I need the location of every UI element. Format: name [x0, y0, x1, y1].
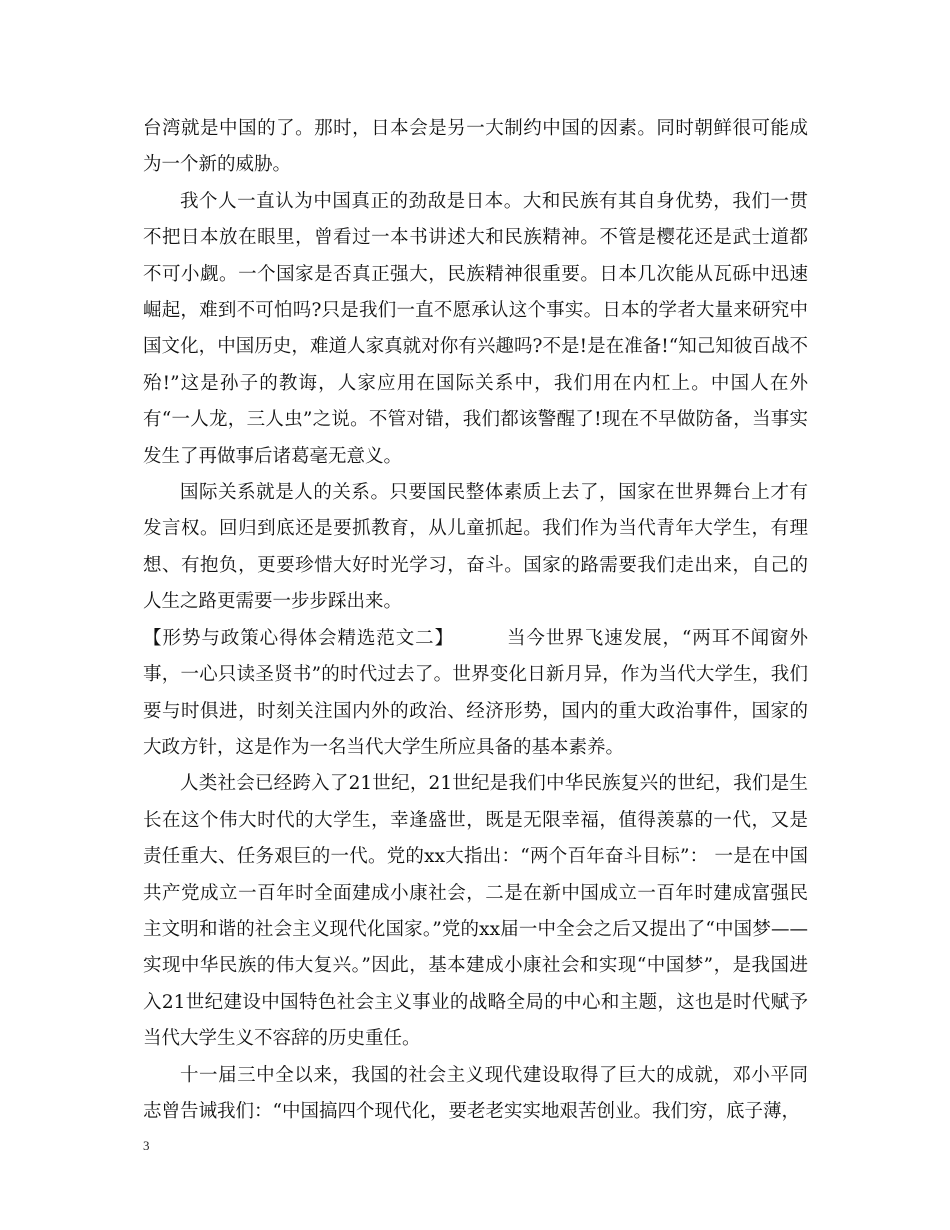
section-heading: 【形势与政策心得体会精选范文二】: [143, 627, 455, 649]
section-paragraph: [143, 621, 808, 767]
paragraph-5: 十一届三中全以来，我国的社会主义现代建设取得了巨大的成就，邓小平同志曾告诫我们：“中国搞四个现代化，要老老实实地艰苦创业。我们穷，底子薄，: [143, 1064, 808, 1122]
page-number: 3: [143, 1138, 150, 1153]
document-body: [143, 111, 808, 1130]
paragraph-2: 我个人一直认为中国真正的劲敌是日本。大和民族有其自身优势，我们一贯不把日本放在眼里，曾看过一本书讲述大和民族精神。不管是樱花还是武士道都不可小觑。一个国家是否真正强大，民族精神很重要。日本几次能从瓦砾中迅速崛起，难到不可怕吗?只是我们一直不愿承认这个事实。日本的学者大量来研究中国文化，中国历史，难道人家真就对你有兴趣吗?不是!是在准备!“知己知彼百战不殆!”这是孙子的教诲，人家应用在国际关系中，我们用在内杠上。中国人在外有“一人龙，三人虫”之说。不管对错，我们都该警醒了!现在不早做防备，当事实发生了再做事后诸葛毫无意义。: [143, 190, 808, 467]
section-intro: 当今世界飞速发展，“两耳不闻窗外事，一心只读圣贤书”的时代过去了。世界变化日新月异，作为当代大学生，我们要与时俱进，时刻关注国内外的政治、经济形势，国内的重大政治事件，国家的大政方针，这是作为一名当代大学生所应具备的基本素养。: [143, 627, 808, 758]
paragraph-4: 人类社会已经跨入了21世纪，21世纪是我们中华民族复兴的世纪，我们是生长在这个伟大时代的大学生，幸逢盛世，既是无限幸福，值得羡慕的一代，又是责任重大、任务艰巨的一代。党的xx大指出：“两个百年奋斗目标”： 一是在中国共产党成立一百年时全面建成小康社会，二是在新中国成立一百年时建成富强民主文明和谐的社会主义现代化国家。”党的xx届一中全会之后又提出了“中国梦——实现中华民族的伟大复兴。”因此，基本建成小康社会和实现“中国梦”，是我国进入21世纪建设中国特色社会主义事业的战略全局的中心和主题，这也是时代赋予当代大学生义不容辞的历史重任。: [143, 773, 808, 1050]
paragraph-3: 国际关系就是人的关系。只要国民整体素质上去了，国家在世界舞台上才有发言权。回归到底还是要抓教育，从儿童抓起。我们作为当代青年大学生，有理想、有抱负，更要珍惜大好时光学习，奋斗。国家的路需要我们走出来，自己的人生之路更需要一步步踩出来。: [143, 482, 808, 613]
paragraph-1: 台湾就是中国的了。那时，日本会是另一大制约中国的因素。同时朝鲜很可能成为一个新的威胁。: [143, 118, 808, 176]
